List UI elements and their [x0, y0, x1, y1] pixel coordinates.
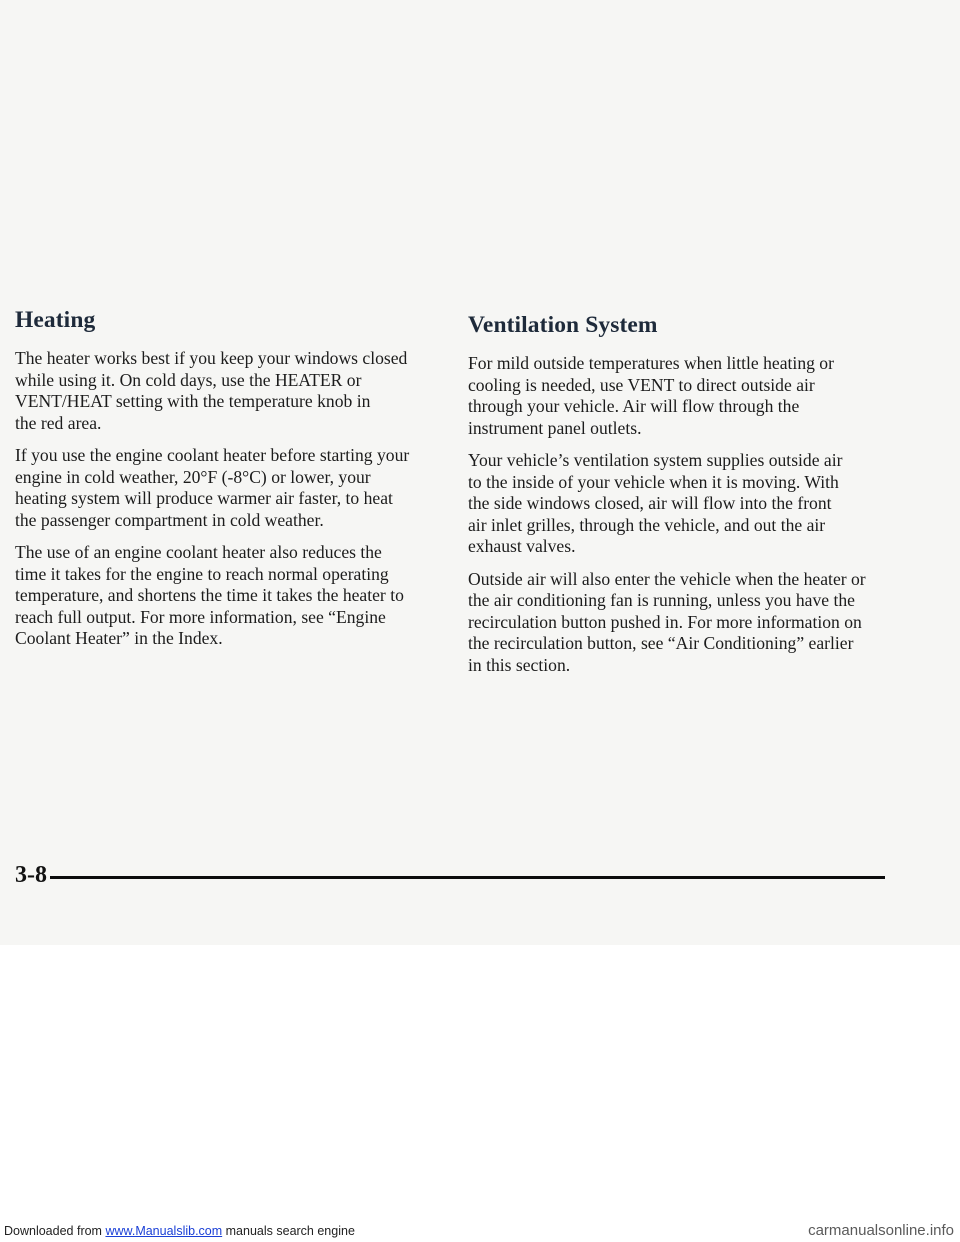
heating-paragraph-2: If you use the engine coolant heater before starting your engine in cold weather, 20°F (-8°C) or lower, your heating system will produce warmer air faster, to heat the passenger compartment in cold weather. — [15, 445, 410, 530]
footer-suffix: manuals search engine — [222, 1224, 355, 1238]
ventilation-paragraph-3: Outside air will also enter the vehicle when the heater or the air conditioning fan is running, unless you have the recirculation button pushed in. For more information on the recirculation button, see “Air Conditioning” earlier in this section. — [468, 568, 866, 675]
page-footer-rule — [50, 876, 885, 879]
ventilation-paragraph-1: For mild outside temperatures when little heating or cooling is needed, use VENT to direct outside air through your vehicle. Air will flow through the instrument panel outlets. — [468, 353, 834, 438]
heating-heading: Heating — [15, 307, 96, 333]
ventilation-heading: Ventilation System — [468, 312, 658, 338]
footer-prefix: Downloaded from — [4, 1224, 106, 1238]
watermark-text: carmanualsonline.info — [808, 1222, 954, 1239]
download-footer — [0, 1220, 960, 1242]
ventilation-paragraph-2: Your vehicle’s ventilation system supplies outside air to the inside of your vehicle when it is moving. With the side windows closed, air will flow into the front air inlet grilles, through the vehicle, and out the air exhaust valves. — [468, 450, 843, 556]
heating-section — [15, 306, 440, 661]
heating-paragraph-3: The use of an engine coolant heater also reduces the time it takes for the engine to reach normal operating temperature, and shortens the time it takes the heater to reach full output. For more information, see “Engine Coolant Heater” in the Index. — [15, 542, 404, 648]
page-number: 3-8 — [15, 862, 47, 888]
footer-source-text — [4, 1224, 355, 1238]
ventilation-section — [468, 311, 908, 687]
manualslib-link[interactable]: www.Manualslib.com — [105, 1224, 223, 1238]
heating-paragraph-1: The heater works best if you keep your windows closed while using it. On cold days, use the HEATER or VENT/HEAT setting with the temperature knob in the red area. — [15, 348, 408, 433]
